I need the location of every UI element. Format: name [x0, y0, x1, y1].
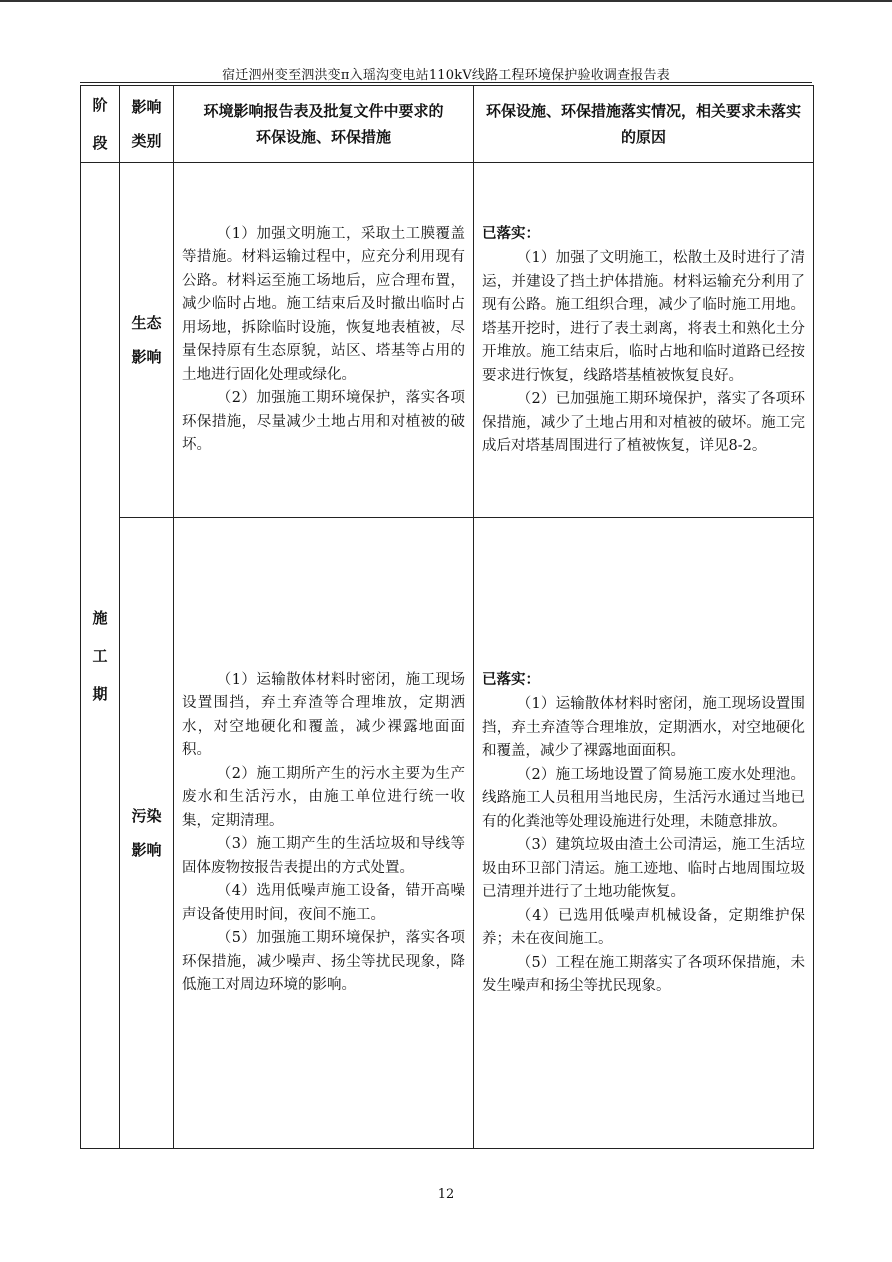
implementation-item: （1）加强了文明施工，松散土及时进行了清运，并建设了挡土护体措施。材料运输充分利用了现有公路。施工组织合理，减少了临时施工用地。塔基开挖时，进行了表土剥离，将表土和熟化土分开堆放。施工结束后，临时占地和临时道路已经按要求进行恢复，线路塔基植被恢复良好。 — [482, 250, 805, 384]
implementation-item: （3）建筑垃圾由渣土公司清运，施工生活垃圾由环卫部门清运。施工迹地、临时占地周围垃圾已清理并进行了土地功能恢复。 — [482, 837, 805, 900]
table-row — [81, 518, 814, 1149]
table-header-row — [81, 86, 814, 163]
category-cell-pollution: 污染 影响 — [120, 518, 174, 1149]
requirements-cell — [174, 163, 474, 518]
requirement-item: （2）施工期所产生的污水主要为生产废水和生活污水，由施工单位进行统一收集，定期清理。 — [182, 765, 465, 829]
implementation-item: （5）工程在施工期落实了各项环保措施，未发生噪声和扬尘等扰民现象。 — [482, 954, 805, 994]
implementation-cell — [474, 163, 814, 518]
requirement-item: （1）加强文明施工，采取土工膜覆盖等措施。材料运输过程中，应充分利用现有公路。材料运至施工场地后，应合理布置，减少临时占地。施工结束后及时撤出临时占用场地，拆除临时设施，恢复地表植被，尽量保持原有生态原貌，站区、塔基等占用的土地进行固化处理或绿化。 — [182, 225, 465, 383]
report-table — [80, 85, 814, 1149]
implementation-cell — [474, 518, 814, 1149]
status-label: 已落实： — [482, 224, 540, 242]
header-divider — [80, 82, 812, 83]
top-border — [0, 0, 892, 2]
requirement-item: （3）施工期产生的生活垃圾和导线等固体废物按报告表提出的方式处置。 — [182, 836, 465, 876]
requirements-cell — [174, 518, 474, 1149]
implementation-item: （4）已选用低噪声机械设备，定期维护保养；未在夜间施工。 — [482, 907, 805, 947]
implementation-item: （1）运输散体材料时密闭，施工现场设置围挡，弃土弃渣等合理堆放，定期洒水，对空地硬化和覆盖，减少了裸露地面面积。 — [482, 696, 805, 759]
implementation-column-header: 环保设施、环保措施落实情况，相关要求未落实 的原因 — [474, 86, 814, 163]
table-row — [81, 163, 814, 518]
status-label: 已落实： — [482, 670, 540, 688]
requirement-item: （2）加强施工期环境保护，落实各项环保措施，尽量减少土地占用和对植被的破坏。 — [182, 390, 465, 453]
requirement-item: （4）选用低噪声施工设备，错开高噪声设备使用时间，夜间不施工。 — [182, 883, 465, 923]
implementation-item: （2）施工场地设置了简易施工废水处理池。线路施工人员租用当地民房，生活污水通过当地已有的化粪池等处理设施进行处理，未随意排放。 — [482, 766, 805, 830]
category-cell-ecological: 生态 影响 — [120, 163, 174, 518]
document-header-title: 宿迁泗州变至泗洪变π入瑶沟变电站110kV线路工程环境保护验收调查报告表 — [222, 68, 670, 83]
requirement-item: （5）加强施工期环境保护，落实各项环保措施，减少噪声、扬尘等扰民现象，降低施工对周边环境的影响。 — [182, 930, 465, 993]
category-column-header: 影响 类别 — [120, 86, 174, 163]
requirements-column-header: 环境影响报告表及批复文件中要求的 环保设施、环保措施 — [174, 86, 474, 163]
page-number: 12 — [437, 1187, 455, 1202]
stage-cell: 施 工 期 — [81, 163, 120, 1149]
stage-column-header: 阶 段 — [81, 86, 120, 163]
requirement-item: （1）运输散体材料时密闭，施工现场设置围挡，弃土弃渣等合理堆放，定期洒水，对空地硬化和覆盖，减少裸露地面面积。 — [182, 671, 465, 758]
implementation-item: （2）已加强施工期环境保护，落实了各项环保措施，减少了土地占用和对植被的破坏。施工完成后对塔基周围进行了植被恢复，详见8-2。 — [482, 391, 805, 454]
